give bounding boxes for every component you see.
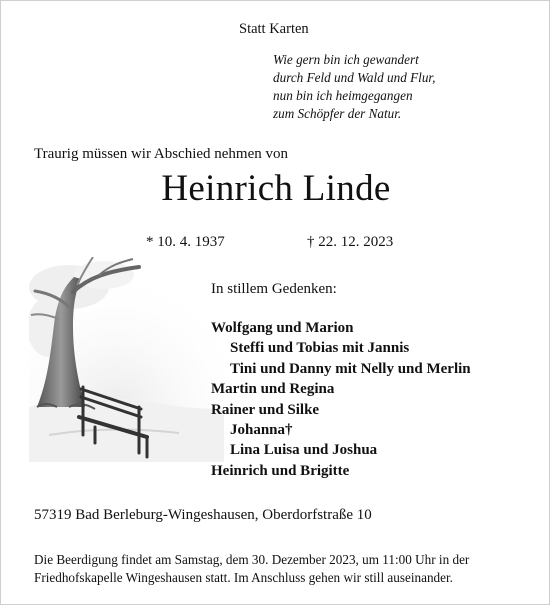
tree-and-bench-illustration: [29, 257, 224, 462]
poem-line: Wie gern bin ich gewandert: [273, 52, 419, 67]
birth-date: * 10. 4. 1937: [146, 234, 225, 250]
funeral-notice: [34, 551, 524, 587]
in-memory-heading: In stillem Gedenken:: [211, 281, 337, 297]
family-address: 57319 Bad Berleburg-Wingeshausen, Oberdorfstraße 10: [34, 507, 372, 523]
mourner-entry: Rainer und Silke: [211, 401, 320, 418]
mourner-entry: Lina Luisa und Joshua: [230, 442, 378, 459]
mourner-entry: Steffi und Tobias mit Jannis: [230, 340, 410, 357]
mourners-list: [211, 318, 471, 481]
poem-line: durch Feld und Wald und Flur,: [273, 70, 436, 85]
deceased-name: Heinrich Linde: [161, 168, 391, 209]
notice-line: Friedhofskapelle Wingeshausen statt. Im Anschluss gehen wir still auseinander.: [34, 570, 453, 585]
mourner-entry: Martin und Regina: [211, 381, 335, 398]
mourner-entry: Johanna†: [230, 422, 293, 439]
intro-text: Traurig müssen wir Abschied nehmen von: [34, 146, 289, 162]
poem-line: zum Schöpfer der Natur.: [273, 106, 402, 121]
header-note: Statt Karten: [239, 21, 309, 37]
poem: [273, 51, 435, 123]
mourner-entry: Tini und Danny mit Nelly und Merlin: [230, 360, 471, 377]
poem-line: nun bin ich heimgegangen: [273, 88, 413, 103]
mourner-entry: Wolfgang und Marion: [211, 320, 354, 336]
notice-line: Die Beerdigung findet am Samstag, dem 30. Dezember 2023, um 11:00 Uhr in der: [34, 552, 470, 567]
mourner-entry: Heinrich und Brigitte: [211, 462, 350, 479]
death-date: † 22. 12. 2023: [307, 234, 394, 250]
